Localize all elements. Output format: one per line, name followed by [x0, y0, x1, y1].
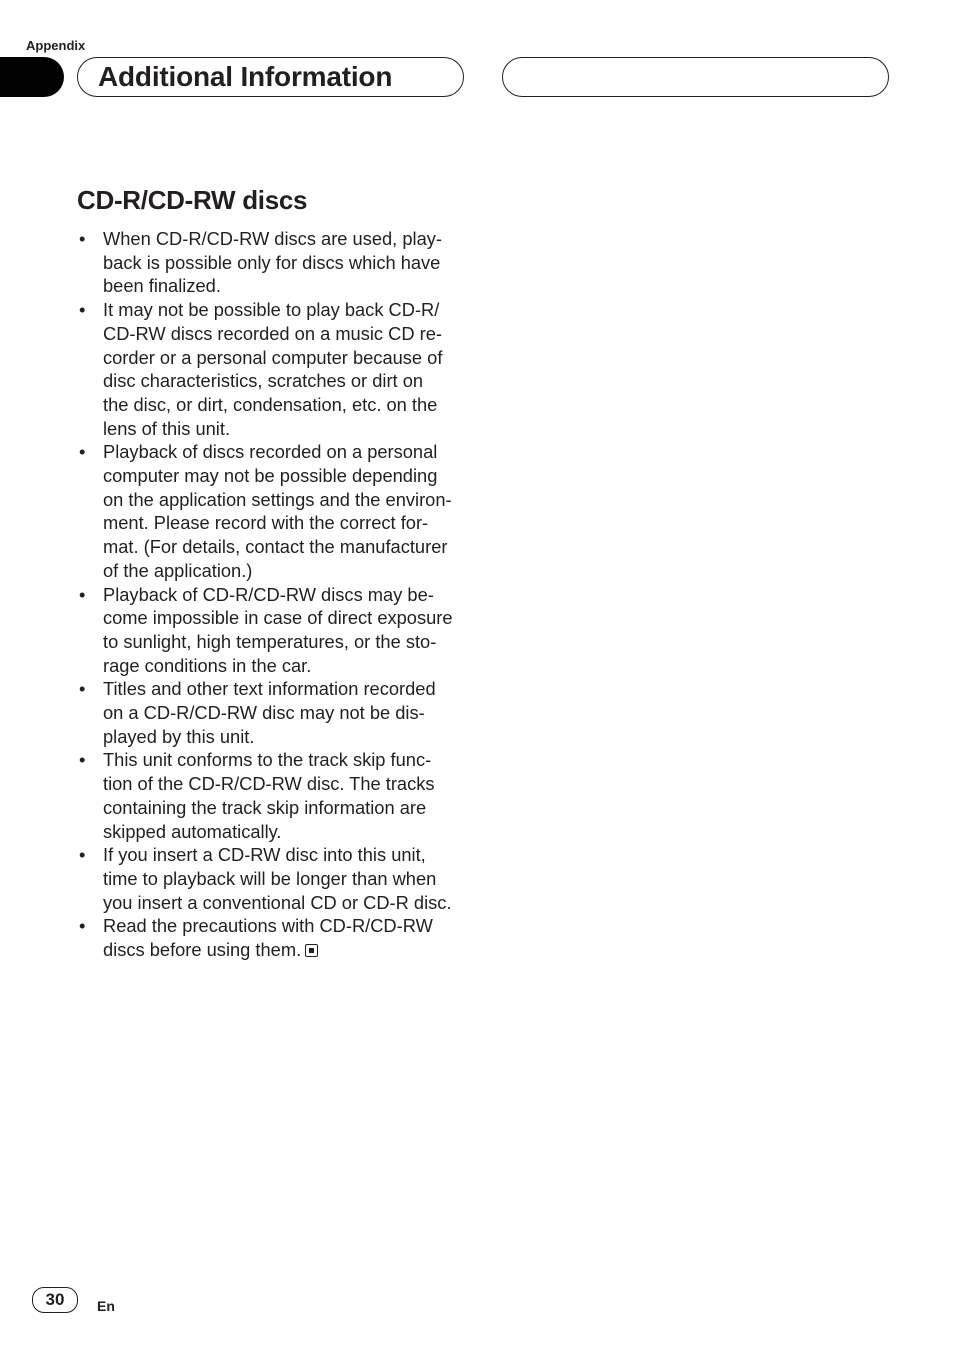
list-item-text: Titles and other text information recorded on a CD-R/CD-RW disc may not be dis- played by this unit.: [103, 678, 436, 747]
list-item: [77, 298, 467, 440]
appendix-label: Appendix: [26, 38, 86, 53]
list-item-text: When CD-R/CD-RW discs are used, play- back is possible only for discs which have been finalized.: [103, 228, 442, 297]
list-item-text: This unit conforms to the track skip func- tion of the CD-R/CD-RW disc. The tracks containing the track skip information are skipped automatically.: [103, 749, 435, 842]
bullet-dot: •: [79, 299, 86, 321]
list-item: [77, 227, 467, 298]
header-title-pill: [77, 57, 464, 97]
bullet-dot: •: [79, 844, 86, 866]
header-empty-pill: [502, 57, 889, 97]
list-item: [77, 677, 467, 748]
language-label: En: [97, 1298, 115, 1314]
list-item: [77, 583, 467, 678]
list-item-text: If you insert a CD-RW disc into this unit, time to playback will be longer than when you insert a conventional CD or CD-R disc.: [103, 844, 452, 913]
list-item-text: Read the precautions with CD-R/CD-RW discs before using them.: [103, 915, 433, 961]
section-heading: CD-R/CD-RW discs: [77, 185, 308, 215]
bullet-dot: •: [79, 441, 86, 463]
bullet-dot: •: [79, 583, 86, 605]
list-item-text: Playback of CD-R/CD-RW discs may be- come impossible in case of direct exposure to sunlight, high temperatures, or the sto- rage conditions in the car.: [103, 583, 453, 676]
section-tab-marker: [0, 57, 64, 97]
end-of-section-square-icon: [305, 944, 318, 957]
page-number: 30: [32, 1287, 78, 1313]
bullet-dot: •: [79, 749, 86, 771]
list-item: [77, 748, 467, 843]
list-item: [77, 914, 467, 961]
header-title: Additional Information: [98, 61, 393, 92]
bullet-list: [77, 227, 467, 962]
list-item-text: Playback of discs recorded on a personal computer may not be possible depending on the application settings and the environ- ment. Please record with the correct for- mat. (For details, contact the manufacturer of the application.): [103, 441, 452, 581]
bullet-dot: •: [79, 678, 86, 700]
bullet-dot: •: [79, 915, 86, 937]
list-item-text: It may not be possible to play back CD-R/ CD-RW discs recorded on a music CD re- corder or a personal computer because of disc characteristics, scratches or dirt on the disc, or dirt, condensation, etc. on the lens of this unit.: [103, 299, 443, 439]
list-item: [77, 843, 467, 914]
bullet-dot: •: [79, 228, 86, 249]
list-item: [77, 440, 467, 582]
